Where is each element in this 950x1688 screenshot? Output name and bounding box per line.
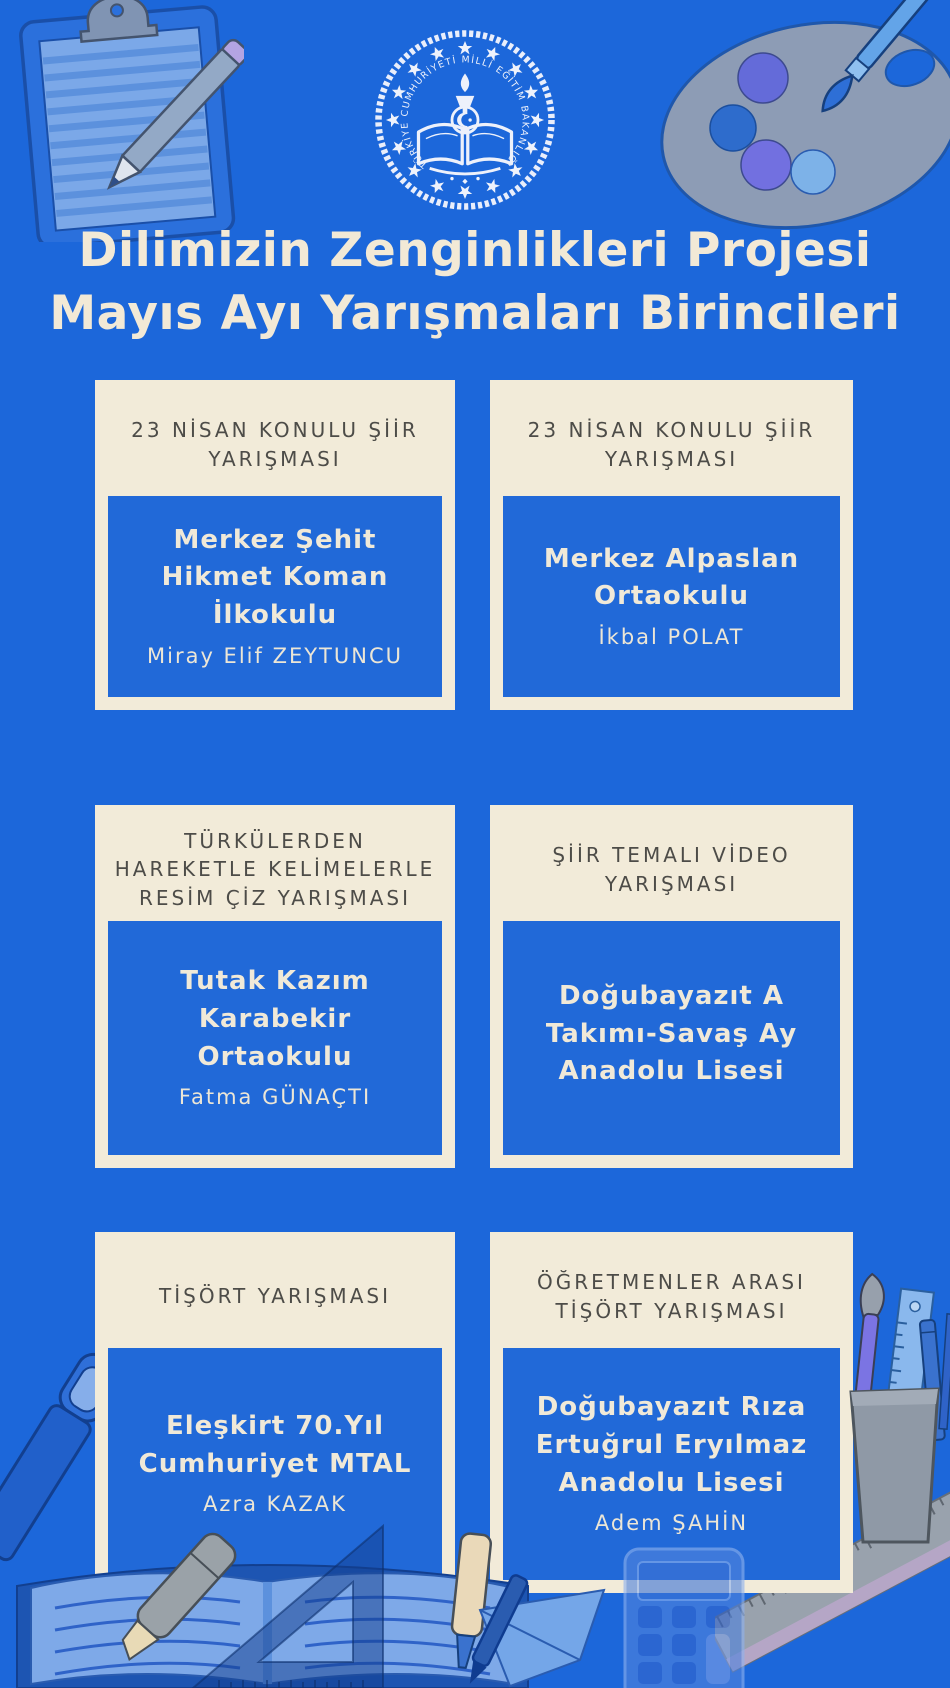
paper-plane-icon	[452, 1568, 627, 1688]
school-name: Doğubayazıt Rıza Ertuğrul Eryılmaz Anadolu Lisesi	[535, 1392, 808, 1498]
school-name: Doğubayazıt A Takımı-Savaş Ay Anadolu Lisesi	[545, 980, 798, 1087]
slim-marker-icon	[939, 1314, 950, 1429]
winner-card	[95, 380, 455, 710]
winner-name: Adem ŞAHİN	[594, 1511, 749, 1536]
winner-box	[503, 496, 840, 697]
winner-name: Miray Elif ZEYTUNCU	[147, 643, 403, 668]
school-name: Merkez Alpaslan Ortaokulu	[543, 543, 800, 612]
winner-name: Azra KAZAK	[203, 1492, 347, 1517]
winner-card	[490, 380, 853, 710]
school-name: Merkez Şehit Hikmet Koman İlkokulu	[161, 524, 389, 631]
paint-dot	[741, 140, 791, 190]
competition-title: TİŞÖRT YARIŞMASI	[159, 1284, 391, 1309]
competition-title: 23 NİSAN KONULU ŞİİR YARIŞMASI	[527, 418, 816, 471]
winner-box	[108, 496, 442, 697]
meb-logo	[372, 27, 558, 213]
logo-circular-text: TÜRKİYE CUMHURİYETİ MİLLİ EĞİTİM BAKANLIĞI	[399, 54, 531, 171]
paint-dot	[738, 53, 788, 103]
paint-dot	[791, 150, 835, 194]
winner-name: Fatma GÜNAÇTI	[178, 1085, 372, 1110]
winner-box	[503, 921, 840, 1155]
competition-title: TÜRKÜLERDEN HAREKETLE KELİMELERLE RESİM ÇİZ YARIŞMASI	[114, 828, 436, 910]
palette-illustration	[638, 0, 950, 240]
school-name: Eleşkirt 70.Yıl Cumhuriyet MTAL	[138, 1411, 412, 1479]
calculator-icon	[622, 1546, 748, 1688]
school-name: Tutak Kazım Karabekir Ortaokulu	[180, 966, 370, 1072]
torch-book-icon	[419, 74, 512, 174]
page-title	[0, 220, 950, 345]
winner-card	[490, 805, 853, 1168]
winner-card	[95, 805, 455, 1168]
clipboard-illustration	[8, 0, 244, 242]
paint-dot	[710, 105, 756, 151]
competition-title: 23 NİSAN KONULU ŞİİR YARIŞMASI	[131, 418, 419, 471]
winner-name: İkbal POLAT	[598, 624, 745, 649]
title-line-1: Dilimizin Zenginlikleri Projesi	[78, 223, 872, 278]
competition-title: ŞİİR TEMALI VİDEO YARIŞMASI	[552, 843, 791, 896]
cup-icon	[851, 1389, 938, 1542]
pencil-cup-illustration	[775, 1262, 950, 1550]
winner-box	[108, 921, 442, 1155]
competition-title: ÖĞRETMENLER ARASI TİŞÖRT YARIŞMASI	[537, 1270, 806, 1323]
title-line-2: Mayıs Ayı Yarışmaları Birincileri	[49, 285, 901, 341]
